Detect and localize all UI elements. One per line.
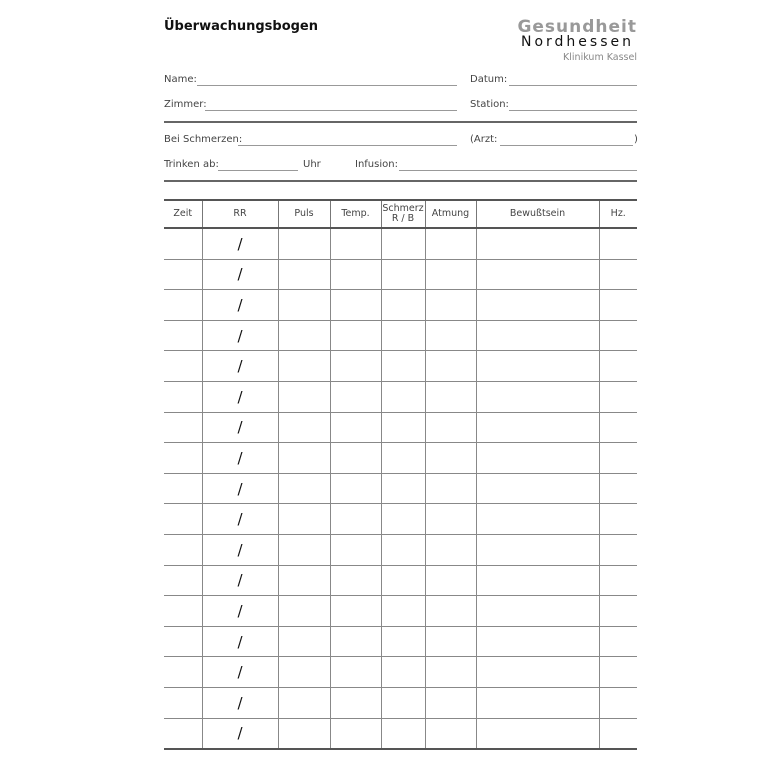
cell-entry[interactable]: [425, 534, 476, 565]
cell-entry[interactable]: [330, 596, 381, 627]
cell-entry[interactable]: [425, 259, 476, 290]
infusion-label: Infusion:: [355, 159, 398, 170]
cell-entry[interactable]: [599, 443, 637, 474]
trinken-label: Trinken ab:: [164, 159, 219, 170]
cell-rr[interactable]: /: [202, 351, 278, 382]
cell-entry[interactable]: [278, 596, 330, 627]
header-schmerz: [381, 200, 425, 228]
cell-entry[interactable]: [476, 412, 599, 443]
cell-rr[interactable]: /: [202, 228, 278, 259]
cell-entry[interactable]: [278, 443, 330, 474]
table-row: [164, 320, 637, 351]
cell-entry[interactable]: [381, 718, 425, 749]
cell-entry[interactable]: [381, 381, 425, 412]
table-row: [164, 504, 637, 535]
table-row: [164, 718, 637, 749]
table-row: [164, 626, 637, 657]
cell-entry[interactable]: [381, 473, 425, 504]
cell-entry[interactable]: [599, 504, 637, 535]
cell-entry[interactable]: [476, 565, 599, 596]
header-schmerz-sub: R / B: [391, 213, 415, 224]
cell-entry[interactable]: [278, 718, 330, 749]
header-bewusstsein: Bewußtsein: [476, 200, 599, 228]
cell-entry[interactable]: [476, 534, 599, 565]
cell-entry[interactable]: [164, 320, 202, 351]
header-rr: RR: [202, 200, 278, 228]
cell-entry[interactable]: [476, 657, 599, 688]
cell-entry[interactable]: [425, 504, 476, 535]
datum-label: Datum:: [470, 74, 508, 85]
cell-rr[interactable]: /: [202, 504, 278, 535]
logo-line1: Gesundheit: [517, 17, 637, 37]
cell-entry[interactable]: [381, 351, 425, 382]
cell-entry[interactable]: [599, 626, 637, 657]
cell-entry[interactable]: [330, 320, 381, 351]
cell-entry[interactable]: [164, 687, 202, 718]
table-row: [164, 473, 637, 504]
cell-entry[interactable]: [164, 412, 202, 443]
cell-rr[interactable]: /: [202, 718, 278, 749]
cell-entry[interactable]: [425, 718, 476, 749]
table-row: [164, 443, 637, 474]
cell-entry[interactable]: [599, 381, 637, 412]
cell-entry[interactable]: [164, 565, 202, 596]
cell-entry[interactable]: [425, 351, 476, 382]
table-row: [164, 228, 637, 259]
cell-entry[interactable]: [330, 626, 381, 657]
table-row: [164, 657, 637, 688]
cell-rr[interactable]: /: [202, 657, 278, 688]
table-row: [164, 596, 637, 627]
cell-entry[interactable]: [599, 412, 637, 443]
divider: [164, 180, 637, 182]
cell-entry[interactable]: [476, 626, 599, 657]
cell-rr[interactable]: /: [202, 596, 278, 627]
cell-rr[interactable]: /: [202, 290, 278, 321]
cell-rr[interactable]: /: [202, 565, 278, 596]
arzt-close: ): [634, 134, 638, 145]
cell-entry[interactable]: [164, 596, 202, 627]
cell-rr[interactable]: /: [202, 259, 278, 290]
cell-entry[interactable]: [476, 473, 599, 504]
form-title: Überwachungsbogen: [164, 19, 319, 34]
cell-entry[interactable]: [425, 443, 476, 474]
cell-entry[interactable]: [164, 626, 202, 657]
cell-entry[interactable]: [425, 687, 476, 718]
cell-entry[interactable]: [330, 351, 381, 382]
cell-entry[interactable]: [278, 228, 330, 259]
cell-entry[interactable]: [381, 534, 425, 565]
cell-entry[interactable]: [278, 504, 330, 535]
logo-line3: Klinikum Kassel: [563, 52, 637, 63]
table-row: [164, 412, 637, 443]
cell-entry[interactable]: [164, 473, 202, 504]
cell-entry[interactable]: [425, 657, 476, 688]
cell-rr[interactable]: /: [202, 381, 278, 412]
table-row: [164, 351, 637, 382]
table-row: [164, 290, 637, 321]
cell-entry[interactable]: [381, 565, 425, 596]
zimmer-field[interactable]: [205, 110, 457, 111]
table-row: [164, 534, 637, 565]
cell-entry[interactable]: [330, 228, 381, 259]
cell-entry[interactable]: [330, 534, 381, 565]
cell-entry[interactable]: [278, 412, 330, 443]
table-row: [164, 565, 637, 596]
header-temp: Temp.: [330, 200, 381, 228]
cell-entry[interactable]: [425, 228, 476, 259]
arzt-label: (Arzt:: [470, 134, 498, 145]
header-hz: Hz.: [599, 200, 637, 228]
cell-entry[interactable]: [164, 718, 202, 749]
cell-entry[interactable]: [381, 320, 425, 351]
cell-entry[interactable]: [381, 657, 425, 688]
cell-entry[interactable]: [425, 626, 476, 657]
cell-entry[interactable]: [476, 443, 599, 474]
cell-entry[interactable]: [164, 443, 202, 474]
cell-entry[interactable]: [476, 351, 599, 382]
header-schmerz-label: Schmerz: [382, 203, 424, 214]
cell-entry[interactable]: [278, 626, 330, 657]
cell-entry[interactable]: [425, 412, 476, 443]
cell-entry[interactable]: [599, 473, 637, 504]
cell-entry[interactable]: [164, 381, 202, 412]
schmerzen-field[interactable]: [238, 145, 457, 146]
cell-rr[interactable]: /: [202, 626, 278, 657]
cell-entry[interactable]: [476, 228, 599, 259]
header-atmung: Atmung: [425, 200, 476, 228]
cell-entry[interactable]: [381, 443, 425, 474]
cell-entry[interactable]: [599, 596, 637, 627]
cell-entry[interactable]: [476, 320, 599, 351]
cell-entry[interactable]: [476, 259, 599, 290]
station-field[interactable]: [509, 110, 637, 111]
cell-entry[interactable]: [599, 687, 637, 718]
cell-entry[interactable]: [381, 259, 425, 290]
table-row: [164, 687, 637, 718]
cell-entry[interactable]: [599, 228, 637, 259]
cell-entry[interactable]: [476, 596, 599, 627]
cell-entry[interactable]: [330, 473, 381, 504]
station-label: Station:: [470, 99, 509, 110]
cell-rr[interactable]: /: [202, 443, 278, 474]
zimmer-label: Zimmer:: [164, 99, 207, 110]
cell-entry[interactable]: [330, 718, 381, 749]
table-row: [164, 259, 637, 290]
cell-entry[interactable]: [164, 228, 202, 259]
cell-entry[interactable]: [425, 290, 476, 321]
cell-entry[interactable]: [476, 504, 599, 535]
cell-entry[interactable]: [278, 351, 330, 382]
cell-entry[interactable]: [476, 381, 599, 412]
vitals-table: [164, 199, 637, 750]
cell-rr[interactable]: /: [202, 412, 278, 443]
cell-entry[interactable]: [164, 504, 202, 535]
cell-rr[interactable]: /: [202, 687, 278, 718]
cell-entry[interactable]: [330, 290, 381, 321]
cell-rr[interactable]: /: [202, 534, 278, 565]
cell-rr[interactable]: /: [202, 473, 278, 504]
schmerzen-label: Bei Schmerzen:: [164, 134, 243, 145]
cell-entry[interactable]: [330, 259, 381, 290]
cell-entry[interactable]: [278, 381, 330, 412]
cell-entry[interactable]: [164, 290, 202, 321]
cell-entry[interactable]: [599, 534, 637, 565]
cell-entry[interactable]: [599, 320, 637, 351]
cell-entry[interactable]: [425, 381, 476, 412]
cell-entry[interactable]: [476, 718, 599, 749]
cell-entry[interactable]: [425, 596, 476, 627]
cell-entry[interactable]: [330, 565, 381, 596]
table-row: [164, 381, 637, 412]
cell-entry[interactable]: [599, 259, 637, 290]
cell-entry[interactable]: [425, 473, 476, 504]
cell-entry[interactable]: [278, 320, 330, 351]
cell-entry[interactable]: [476, 687, 599, 718]
cell-entry[interactable]: [425, 320, 476, 351]
cell-entry[interactable]: [599, 565, 637, 596]
datum-field[interactable]: [509, 85, 637, 86]
cell-rr[interactable]: /: [202, 320, 278, 351]
cell-entry[interactable]: [599, 290, 637, 321]
cell-entry[interactable]: [330, 443, 381, 474]
cell-entry[interactable]: [278, 473, 330, 504]
cell-entry[interactable]: [330, 504, 381, 535]
cell-entry[interactable]: [330, 687, 381, 718]
cell-entry[interactable]: [278, 534, 330, 565]
name-field[interactable]: [197, 85, 457, 86]
cell-entry[interactable]: [164, 657, 202, 688]
cell-entry[interactable]: [381, 290, 425, 321]
cell-entry[interactable]: [330, 412, 381, 443]
header-puls: Puls: [278, 200, 330, 228]
header-zeit: Zeit: [164, 200, 202, 228]
cell-entry[interactable]: [381, 412, 425, 443]
cell-entry[interactable]: [425, 565, 476, 596]
name-label: Name:: [164, 74, 197, 85]
cell-entry[interactable]: [330, 381, 381, 412]
arzt-field[interactable]: [500, 145, 633, 146]
cell-entry[interactable]: [599, 657, 637, 688]
cell-entry[interactable]: [278, 657, 330, 688]
cell-entry[interactable]: [278, 259, 330, 290]
cell-entry[interactable]: [381, 687, 425, 718]
logo-line2: Nordhessen: [521, 34, 634, 50]
divider: [164, 121, 637, 123]
cell-entry[interactable]: [164, 351, 202, 382]
cell-entry[interactable]: [330, 657, 381, 688]
cell-entry[interactable]: [476, 290, 599, 321]
cell-entry[interactable]: [278, 290, 330, 321]
cell-entry[interactable]: [381, 626, 425, 657]
cell-entry[interactable]: [381, 504, 425, 535]
infusion-field[interactable]: [399, 170, 637, 171]
cell-entry[interactable]: [599, 718, 637, 749]
cell-entry[interactable]: [381, 596, 425, 627]
cell-entry[interactable]: [278, 565, 330, 596]
cell-entry[interactable]: [599, 351, 637, 382]
cell-entry[interactable]: [164, 259, 202, 290]
uhr-label: Uhr: [303, 159, 321, 170]
cell-entry[interactable]: [381, 228, 425, 259]
cell-entry[interactable]: [164, 534, 202, 565]
cell-entry[interactable]: [278, 687, 330, 718]
trinken-field[interactable]: [218, 170, 298, 171]
